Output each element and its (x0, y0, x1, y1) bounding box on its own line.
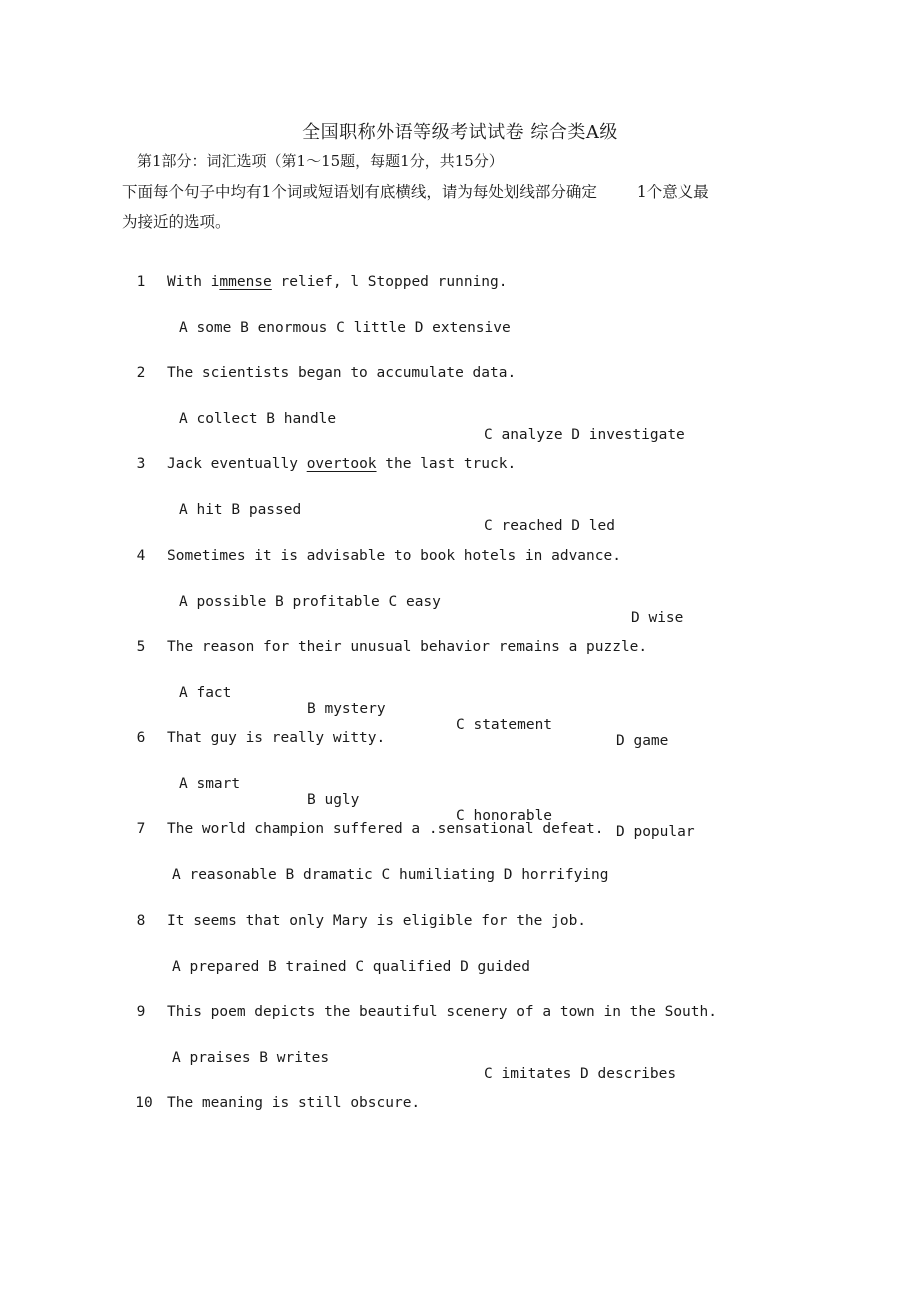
option-group: C analyze D investigate (484, 427, 685, 443)
question-number: 2 (136, 365, 146, 381)
question-stem: The scientists began to accumulate data. (167, 365, 517, 381)
instructions-line2: 为接近的选项。 (122, 213, 231, 231)
options-row (0, 395, 685, 443)
option-item: B ugly (307, 792, 360, 808)
question-stem: The reason for their unusual behavior remains a puzzle. (167, 639, 648, 655)
question-stem: This poem depicts the beautiful scenery of a town in the South. (167, 1004, 717, 1020)
question-stem: The meaning is still obscure. (167, 1095, 421, 1111)
option-item: D wise (631, 610, 684, 626)
underlined-word: mmense (219, 274, 272, 290)
question-number: 8 (136, 913, 146, 929)
option-group: A praises B writes (172, 1050, 330, 1066)
option-group: A collect B handle (179, 411, 337, 427)
option-group: A reasonable B dramatic C humiliating D horrifying (172, 867, 609, 883)
options-row (0, 1034, 677, 1082)
option-item: B mystery (307, 701, 386, 717)
question-number: 3 (136, 456, 146, 472)
option-group: A possible B profitable C easy (179, 594, 441, 610)
option-item: D popular (616, 824, 695, 840)
section-header: 第1部分：词汇选项（第1～15题，每题1分，共15分） (137, 152, 504, 170)
question-stem: The world champion suffered a .sensational defeat. (167, 821, 604, 837)
exam-title: 全国职称外语等级考试试卷 综合类A级 (302, 122, 618, 143)
instructions (122, 177, 792, 237)
question-stem: That guy is really witty. (167, 730, 386, 746)
option-group: A prepared B trained C qualified D guided (172, 959, 530, 975)
question-number: 9 (136, 1004, 146, 1020)
option-item: A fact (179, 685, 232, 701)
option-group: C reached D led (484, 518, 615, 534)
options-row (0, 578, 684, 626)
option-group: C imitates D describes (484, 1066, 677, 1082)
question-number: 7 (136, 821, 146, 837)
options-row (0, 851, 609, 883)
options-row (0, 943, 530, 975)
question-number: 1 (136, 274, 146, 290)
question-number: 4 (136, 548, 146, 564)
option-item: C statement (456, 717, 553, 733)
option-item: C honorable (456, 808, 553, 824)
question-number: 6 (136, 730, 146, 746)
question-number: 10 (135, 1095, 153, 1111)
option-group: A hit B passed (179, 502, 302, 518)
question-stem: Jack eventually overtook the last truck. (167, 456, 517, 472)
options-row (0, 486, 615, 534)
instructions-line1-b: 1个意义最 (636, 183, 709, 201)
option-item: A smart (179, 776, 241, 792)
question-number: 5 (136, 639, 146, 655)
option-item: D game (616, 733, 669, 749)
options-row (0, 304, 511, 336)
instructions-line1-a: 下面每个句子中均有1个词或短语划有底横线，请为每处划线部分确定 (122, 183, 597, 201)
question-stem: With immense relief, l Stopped running. (167, 274, 508, 290)
underlined-word: overtook (306, 456, 377, 472)
question-stem: It seems that only Mary is eligible for the job. (167, 913, 587, 929)
option-group: A some B enormous C little D extensive (179, 320, 511, 336)
question-stem: Sometimes it is advisable to book hotels in advance. (167, 548, 621, 564)
